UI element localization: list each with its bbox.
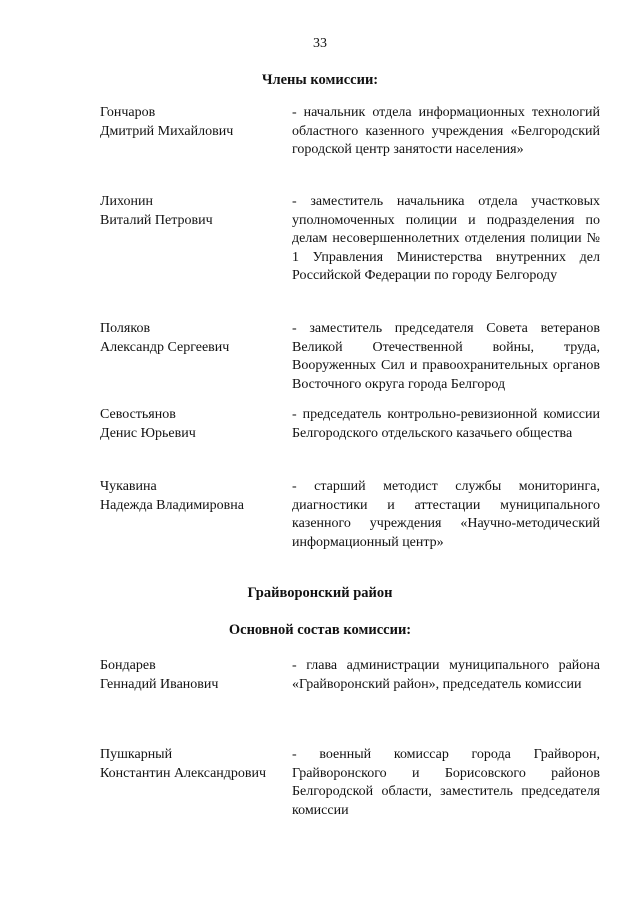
member-given-names: Константин Александрович (100, 765, 267, 781)
member-role: - председатель контрольно-ревизионной комиссии Белгородского отдельского казачьего общества (292, 407, 600, 441)
member-surname: Поляков (100, 321, 151, 336)
member-given-names: Виталий Петрович (100, 212, 213, 228)
members-heading: Члены комиссии: (261, 72, 379, 88)
member-name (100, 746, 290, 783)
member-role: - заместитель председателя Совета ветеранов Великой Отечественной войны, труда, Вооруженных Сил и правоохранительных органов Восточного округа города Белгород (292, 321, 600, 392)
page-number: 33 (313, 36, 327, 51)
member-name (100, 657, 290, 694)
member-surname: Бондарев (100, 658, 156, 673)
member-name (100, 320, 290, 357)
member-name (100, 104, 290, 141)
member-surname: Чукавина (100, 479, 157, 494)
member-given-names: Надежда Владимировна (100, 497, 244, 513)
member-surname: Пушкарный (100, 747, 173, 762)
member-role: - заместитель начальника отдела участковых уполномоченных полиции и подразделения по делам несовершеннолетних отделения полиции № 1 Управления Министерства внутренних дел Российской Федерации по городу Белгороду (292, 194, 600, 283)
member-given-names: Геннадий Иванович (100, 676, 219, 692)
member-given-names: Денис Юрьевич (100, 425, 196, 441)
member-role: - начальник отдела информационных технологий областного казенного учреждения «Белгородский городской центр занятости населения» (292, 105, 600, 157)
district-heading: Грайворонский район (247, 585, 393, 601)
member-role: - военный комиссар города Грайворон, Грайворонского и Борисовского районов Белгородской области, заместитель председателя комиссии (292, 747, 600, 818)
member-given-names: Дмитрий Михайлович (100, 123, 234, 139)
member-role: - старший методист службы мониторинга, диагностики и аттестации муниципального казенного учреждения «Научно-методический информационный центр» (292, 479, 600, 550)
member-surname: Севостьянов (100, 407, 176, 422)
member-surname: Лихонин (100, 194, 153, 209)
main-composition-heading: Основной состав комиссии: (228, 622, 412, 638)
member-role: - глава администрации муниципального района «Грайворонский район», председатель комиссии (292, 658, 600, 692)
member-name (100, 193, 290, 230)
member-name (100, 478, 290, 515)
member-surname: Гончаров (100, 105, 156, 120)
member-name (100, 406, 290, 443)
member-given-names: Александр Сергеевич (100, 339, 230, 355)
